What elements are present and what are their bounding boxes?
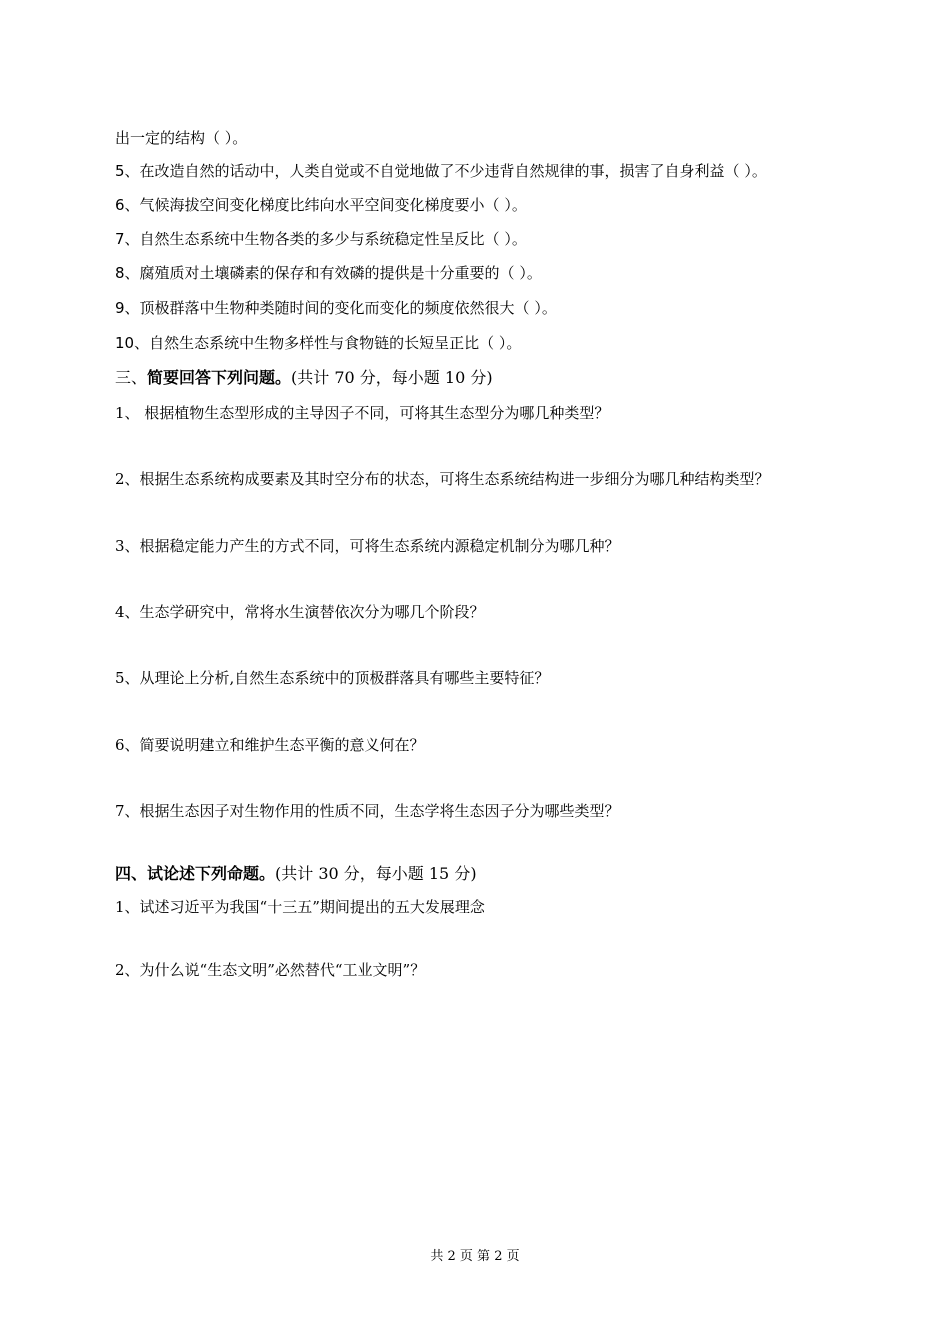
section-3-prefix: 三、: [115, 368, 148, 387]
section-3-title: 简要回答下列问题。: [147, 368, 292, 387]
continuation-text: 出一定的结构（ ）。: [115, 129, 248, 147]
section-4-note: (共计 30 分，每小题 15 分): [275, 864, 477, 883]
section-4-heading: [115, 863, 477, 885]
judgement-item-8: 8、腐殖质对土壤磷素的保存和有效磷的提供是十分重要的（ ）。: [115, 264, 542, 282]
page-footer: 共 2 页 第 2 页: [430, 1249, 520, 1264]
section-3-question-4: 4、生态学研究中，常将水生演替依次分为哪几个阶段？: [115, 603, 485, 621]
section-3-question-1: 1、 根据植物生态型形成的主导因子不同，可将其生态型分为哪几种类型？: [115, 404, 610, 422]
judgement-item-6: 6、气候海拔空间变化梯度比纬向水平空间变化梯度要小（ ）。: [115, 196, 527, 214]
section-3-note: (共计 70 分，每小题 10 分): [291, 368, 493, 387]
judgement-item-10: 10、自然生态系统中生物多样性与食物链的长短呈正比（ ）。: [115, 334, 522, 352]
section-4-question-1: 1、试述习近平为我国“十三五”期间提出的五大发展理念: [115, 898, 485, 916]
section-4-question-2: 2、为什么说“生态文明”必然替代“工业文明”？: [115, 961, 426, 979]
section-3-heading: [115, 367, 493, 389]
section-4-title: 四、试论述下列命题。: [115, 864, 276, 883]
section-3-question-3: 3、根据稳定能力产生的方式不同，可将生态系统内源稳定机制分为哪几种？: [115, 537, 620, 555]
judgement-item-5: 5、在改造自然的话动中，人类自觉或不自觉地做了不少违背自然规律的事，损害了自身利益（ ）。: [115, 162, 767, 180]
judgement-item-7: 7、自然生态系统中生物各类的多少与系统稳定性呈反比（ ）。: [115, 230, 527, 248]
judgement-item-9: 9、顶极群落中生物种类随时间的变化而变化的频度依然很大（ ）。: [115, 299, 557, 317]
section-3-question-5: 5、从理论上分析,自然生态系统中的顶极群落具有哪些主要特征？: [115, 669, 550, 687]
section-3-question-7: 7、根据生态因子对生物作用的性质不同，生态学将生态因子分为哪些类型？: [115, 802, 620, 820]
section-3-question-2: 2、根据生态系统构成要素及其时空分布的状态，可将生态系统结构进一步细分为哪几种结构类型？: [115, 470, 770, 488]
section-3-question-6: 6、简要说明建立和维护生态平衡的意义何在？: [115, 736, 425, 754]
